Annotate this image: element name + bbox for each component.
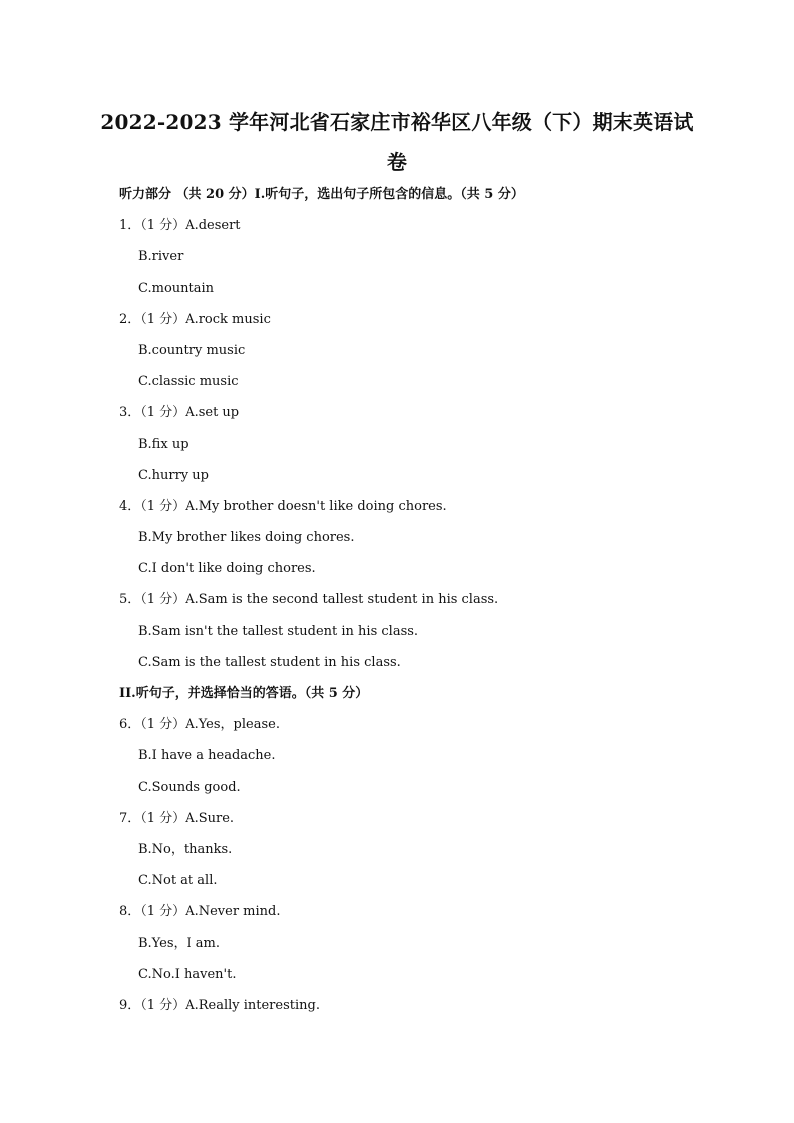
answer-option: B.No，thanks. <box>138 841 233 857</box>
answer-option: A.Really interesting. <box>185 997 320 1013</box>
question-number: 3． <box>119 405 141 421</box>
question-number: 5． <box>119 592 141 608</box>
question-stem <box>119 904 739 935</box>
question-score: （1 分） <box>140 904 186 920</box>
answer-option: B.My brother likes doing chores. <box>138 530 355 546</box>
question-stem <box>119 592 739 623</box>
question-stem <box>119 811 739 842</box>
answer-option: A.Yes，please. <box>185 717 280 733</box>
answer-option: B.fix up <box>138 436 189 452</box>
question-stem <box>119 998 739 1029</box>
exam-title-line-2: 卷 <box>386 150 408 174</box>
question-number: 8． <box>119 904 141 920</box>
question-score: （1 分） <box>140 218 186 234</box>
section-heading: II.听句子，并选择恰当的答语。（共 5 分） <box>119 686 369 701</box>
question-number: 7． <box>119 810 141 826</box>
question-number: 6． <box>119 717 141 733</box>
question-stem <box>119 405 739 436</box>
question-number: 1． <box>119 218 141 234</box>
answer-option: C.hurry up <box>138 467 209 483</box>
question-stem <box>119 312 739 343</box>
answer-option: B.Sam isn't the tallest student in his class. <box>138 623 419 639</box>
answer-option: B.Yes，I am. <box>138 935 220 951</box>
question-number: 2． <box>119 311 141 327</box>
question-stem <box>119 218 739 249</box>
question-score: （1 分） <box>140 405 186 421</box>
answer-option: C.No.I haven't. <box>138 966 237 982</box>
exam-content <box>119 187 739 1029</box>
answer-option: B.country music <box>138 342 246 358</box>
answer-option: A.set up <box>185 405 240 421</box>
answer-option: A.My brother doesn't like doing chores. <box>185 498 447 514</box>
exam-title-line-1: 2022-2023 学年河北省石家庄市裕华区八年级（下）期末英语试 <box>100 110 694 134</box>
answer-option: A.Sam is the second tallest student in his class. <box>185 592 499 608</box>
question-stem <box>119 499 739 530</box>
answer-option: A.rock music <box>185 311 271 327</box>
answer-option: C.I don't like doing chores. <box>138 561 316 577</box>
answer-option: C.mountain <box>138 280 215 296</box>
question-score: （1 分） <box>140 717 186 733</box>
answer-option: C.Not at all. <box>138 873 218 889</box>
answer-option: B.I have a headache. <box>138 748 276 764</box>
answer-option: C.Sounds good. <box>138 779 241 795</box>
answer-option: C.classic music <box>138 374 239 390</box>
question-number: 4． <box>119 498 141 514</box>
answer-option: A.Sure. <box>185 810 235 826</box>
answer-option: A.Never mind. <box>185 904 281 920</box>
question-score: （1 分） <box>140 592 186 608</box>
answer-option: B.river <box>138 249 184 265</box>
answer-option: C.Sam is the tallest student in his class. <box>138 654 401 670</box>
question-score: （1 分） <box>140 498 186 514</box>
answer-option: A.desert <box>185 218 241 234</box>
question-score: （1 分） <box>140 997 186 1013</box>
question-stem <box>119 717 739 748</box>
question-score: （1 分） <box>140 810 186 826</box>
question-score: （1 分） <box>140 311 186 327</box>
question-number: 9． <box>119 997 141 1013</box>
section-heading: 听力部分 （共 20 分）I.听句子，选出句子所包含的信息。（共 5 分） <box>119 187 524 202</box>
